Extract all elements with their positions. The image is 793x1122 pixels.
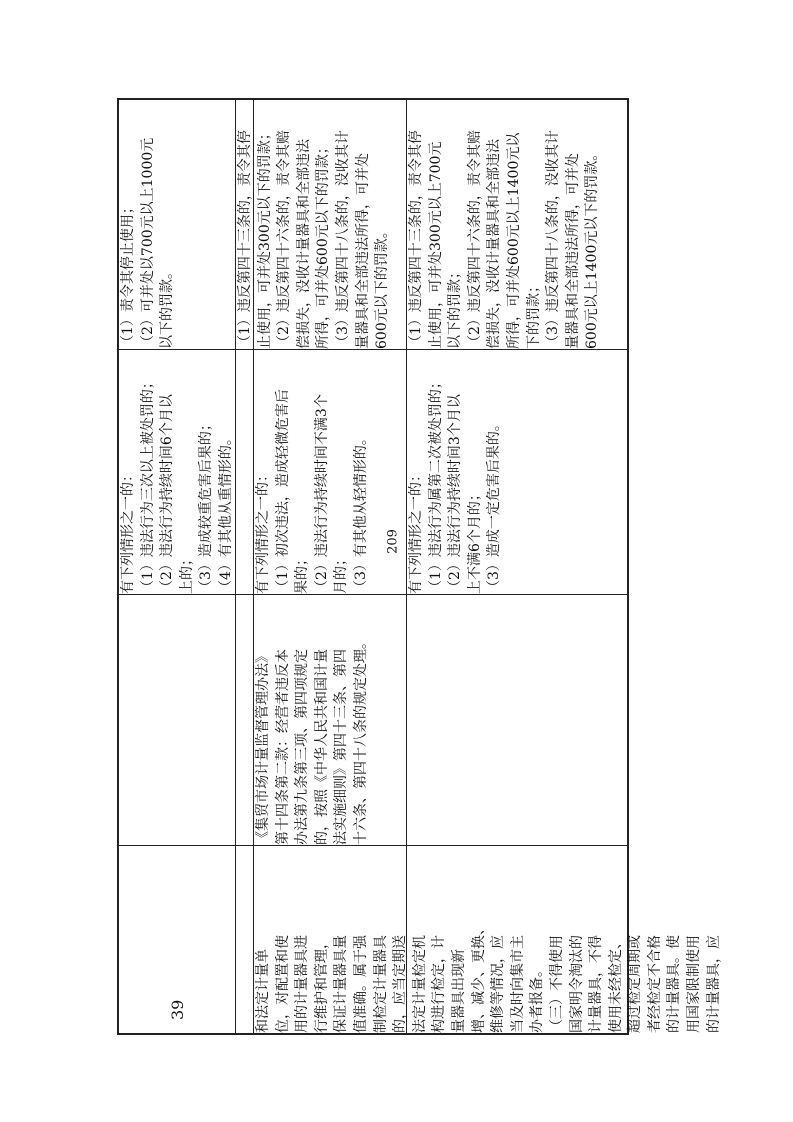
- penalty-line: （2）可并处以700元以上1000元: [139, 137, 156, 349]
- penalty-top-text: [119, 100, 178, 349]
- circumstance-line: 上不满6个月的；: [466, 487, 483, 594]
- penalty-line: 下的罚款；: [525, 279, 542, 349]
- content-line: 的计量器具。使: [666, 935, 683, 1033]
- circumstance-line: （1）违法行为三次以上被处罚的；: [139, 375, 156, 594]
- penalty-line: 偿损失，没收计量器具和全部违法: [486, 139, 503, 349]
- content-line: 构进行检定，计: [431, 935, 448, 1033]
- circumstance-top-cell: [119, 350, 253, 594]
- content-line: 计量器具，不得: [588, 935, 605, 1033]
- content-line: 超过检定周期或: [627, 935, 644, 1033]
- basis-line: 法实施细则》第四十三条、第四: [333, 649, 350, 845]
- penalty-line: （2）违反第四十六条的，责令其赔: [276, 130, 293, 349]
- content-line: 值准确。属于强: [352, 935, 369, 1033]
- circumstance-line: （3）造成较重危害后果的；: [198, 417, 215, 594]
- circumstance-line: （2）违法行为持续时间不满3个: [313, 394, 330, 594]
- penalty-mid-text: [236, 100, 393, 349]
- penalty-line: 偿损失，没收计量器具和全部违法: [295, 139, 312, 349]
- penalty-line: 止使用，可并处300元以下的罚款；: [256, 126, 273, 349]
- penalty-line: 600元以下的罚款。: [374, 224, 391, 349]
- content-line: 的计量器具，应: [705, 935, 722, 1033]
- circumstance-line: （2）违法行为持续时间3个月以: [447, 394, 464, 594]
- content-line: 法定计量检定机: [411, 935, 428, 1033]
- basis-line: 第十四条第二款：经营者违反本: [274, 649, 291, 845]
- basis-line: 《集贸市场计量监督管理办法》: [255, 649, 271, 845]
- penalty-top-cell: [119, 100, 253, 349]
- circumstance-line: 月的；: [333, 552, 350, 594]
- circumstance-line: （3）有其他从轻情形的。: [352, 431, 369, 594]
- circumstance-line: 有下列情形之一的：: [408, 468, 424, 594]
- penalty-bot-text: [407, 100, 603, 349]
- circumstance-line: 有下列情形之一的：: [255, 468, 271, 594]
- penalty-line: （3）违反第四十八条的，没收其计: [545, 130, 562, 349]
- circumstance-bot-cell: [407, 350, 627, 594]
- circumstance-mid-text: [254, 350, 372, 594]
- content-line: 行维护和管理，: [313, 935, 330, 1033]
- circumstance-line: （1）初次违法，造成轻微危害后: [274, 389, 291, 594]
- content-cell: [254, 846, 722, 1033]
- penalty-line: （2）违反第四十六条的，责令其赔: [466, 130, 483, 349]
- basis-line: 的，按照《中华人民共和国计量: [313, 649, 330, 845]
- content-line: 的，应当定期送: [392, 935, 409, 1033]
- content-line: 使用未经检定、: [607, 935, 624, 1033]
- circumstance-line: （4）有其他从重情形的。: [217, 431, 234, 594]
- circumstance-line: 果的；: [294, 552, 311, 594]
- content-line: 国家明令淘汰的: [568, 935, 585, 1033]
- content-line: 用的计量器具进: [294, 935, 311, 1033]
- penalty-line: （1）责令其停止使用；: [120, 200, 136, 349]
- basis-line: 十六条、第四十八条的规定处理。: [352, 635, 369, 845]
- content-line: 和法定计量单: [255, 949, 271, 1033]
- circumstance-bot-text: [407, 350, 505, 594]
- penalty-line: 所得，可并处600元以下的罚款；: [315, 140, 332, 349]
- content-line: 量器具出现新: [450, 949, 467, 1033]
- penalty-bot-cell: [407, 100, 627, 349]
- content-line: 办者报备。: [529, 963, 546, 1033]
- penalty-line: （1）违反第四十三条的，责令其停: [408, 130, 424, 349]
- circumstance-line: （3）造成一定危害后果的。: [486, 417, 503, 594]
- row-number: 39: [168, 999, 187, 1020]
- content-line: 制检定计量器具: [372, 935, 389, 1033]
- penalty-line: 止使用，可并处300元以上700元: [427, 141, 444, 349]
- penalty-mid-cell: [236, 100, 406, 349]
- basis-line: 办法第九条第三项、第四项规定: [294, 649, 311, 845]
- content-text: [254, 846, 724, 1033]
- content-line: 位，对配置和使: [274, 935, 291, 1033]
- circumstance-line: （2）违法行为持续时间6个月以: [159, 394, 176, 594]
- content-line: 用国家限制使用: [686, 935, 703, 1033]
- content-line: （三）不得使用: [548, 935, 565, 1033]
- content-line: 增、减少、更换、: [470, 921, 487, 1033]
- penalty-line: 量器具和全部违法所得，可并处: [564, 153, 581, 349]
- circumstance-line: 上的；: [178, 552, 195, 594]
- penalty-line: 600元以上1400元以下的罚款。: [584, 146, 601, 349]
- content-line: 者经检定不合格: [646, 935, 663, 1033]
- circumstance-line: 有下列情形之一的：: [120, 468, 136, 594]
- basis-cell: [254, 595, 627, 845]
- penalty-line: 以下的罚款；: [447, 265, 464, 349]
- penalty-line: 所得，可并处600元以上1400元以: [505, 132, 522, 349]
- penalty-line: 以下的罚款。: [159, 265, 176, 349]
- circumstance-line: （1）违法行为属第二次被处罚的；: [427, 375, 444, 594]
- penalty-line: 量器具和全部违法所得，可并处: [354, 153, 371, 349]
- page-number: 209: [385, 529, 401, 554]
- penalty-line: （3）违反第四十八条的，没收其计: [334, 130, 351, 349]
- penalty-line: （1）违反第四十三条的，责令其停: [237, 130, 253, 349]
- content-line: 保证计量器具量: [333, 935, 350, 1033]
- table-border-bottom: [117, 1033, 629, 1035]
- content-line: 当及时向集市主: [509, 935, 526, 1033]
- circumstance-top-text: [119, 350, 237, 594]
- circumstance-mid-cell: [254, 350, 406, 594]
- basis-text: [254, 595, 372, 845]
- content-line: 维修等情况，应: [490, 935, 507, 1033]
